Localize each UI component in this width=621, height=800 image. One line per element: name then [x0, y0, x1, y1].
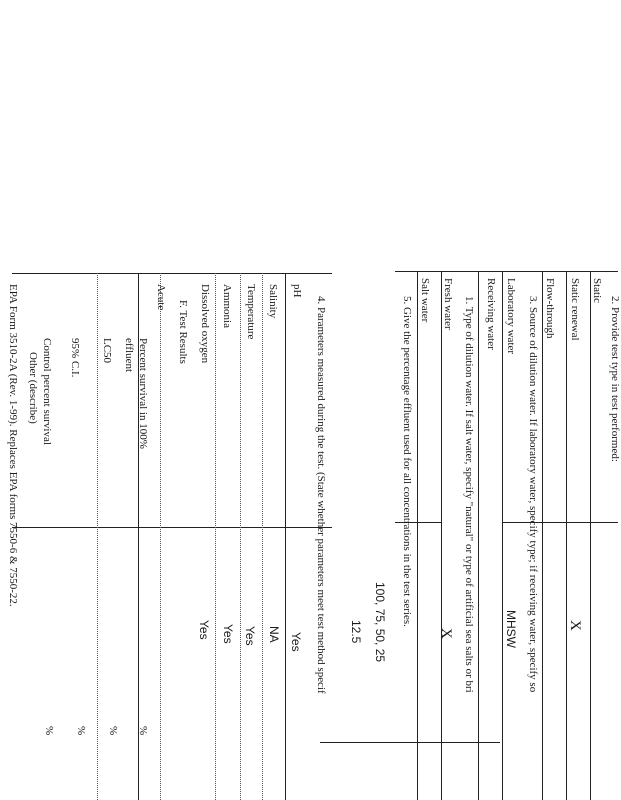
- rule-line: [12, 527, 332, 528]
- test-results-header: F. Test Results: [177, 300, 189, 364]
- form-footer: EPA Form 3510-2A (Rev. 1-99). Replaces EPA forms 7550-6 & 7550-22.: [7, 284, 19, 607]
- dissolved-oxygen-label: Dissolved oxygen: [199, 284, 211, 364]
- static-label: Static: [591, 278, 603, 304]
- ci-unit: %: [75, 726, 87, 736]
- dotted-divider: [97, 273, 98, 800]
- rule-line: [320, 742, 500, 743]
- temperature-value: Yes: [243, 626, 257, 646]
- salt-water-label: Salt water: [419, 278, 431, 323]
- ammonia-value: Yes: [221, 624, 235, 644]
- percent-survival-unit: %: [137, 726, 149, 736]
- ci-label: 95% C.I.: [69, 338, 81, 378]
- acute-label: Acute: [155, 284, 167, 311]
- percent-survival-label: Percent survival in 100%: [137, 338, 149, 449]
- concentrations-value: 100, 75, 50, 25: [373, 582, 387, 663]
- salinity-value: NA: [267, 626, 281, 643]
- rule-line: [12, 273, 332, 274]
- row-divider: [417, 271, 418, 800]
- dissolved-oxygen-value: Yes: [197, 620, 211, 640]
- item-2-header: 2. Provide test type in test performed:: [609, 296, 621, 462]
- row-divider: [478, 271, 479, 800]
- control-survival-unit: %: [43, 726, 55, 736]
- control-survival-label: Control percent survival: [41, 338, 53, 445]
- row-divider: [441, 271, 442, 800]
- item-3-header: 3. Source of dilution water. If laboratory water, specify type; if receiving water, specify so: [527, 296, 539, 693]
- fresh-water-label: Fresh water: [442, 278, 454, 330]
- effluent-label: effluent: [123, 338, 135, 373]
- lc50-unit: %: [107, 726, 119, 736]
- dotted-divider: [215, 273, 216, 800]
- flow-through-label: Flow-through: [544, 278, 556, 339]
- ammonia-label: Ammonia: [221, 284, 233, 328]
- row-divider: [566, 271, 567, 800]
- row-divider: [285, 273, 286, 800]
- fresh-water-checkmark: X: [438, 628, 454, 639]
- static-renewal-checkmark: X: [567, 620, 583, 631]
- item-5-header: 5. Give the percentage effluent used for all concentrations in the test series.: [401, 296, 413, 627]
- laboratory-water-label: Laboratory water: [505, 278, 517, 355]
- dotted-divider: [262, 273, 263, 800]
- rule-line: [502, 522, 618, 523]
- salinity-label: Salinity: [267, 284, 279, 319]
- static-renewal-label: Static renewal: [569, 278, 581, 341]
- row-divider: [542, 271, 543, 800]
- temperature-label: Temperature: [245, 284, 257, 340]
- item-4-header: 4. Parameters measured during the test. (State whether parameters meet test method specif: [315, 296, 327, 694]
- row-divider: [502, 271, 503, 800]
- ph-label: pH: [291, 284, 303, 298]
- dotted-divider: [160, 273, 161, 800]
- rule-line: [395, 271, 618, 272]
- item-1-header: 1. Type of dilution water. If salt water, specify "natural" or type of artificial sea salts or bri: [463, 296, 475, 693]
- ph-value: Yes: [289, 632, 303, 652]
- row-divider: [590, 271, 591, 800]
- laboratory-water-value: MHSW: [504, 610, 518, 648]
- concentration-low-value: 12.5: [349, 620, 363, 644]
- receiving-water-label: Receiving water: [485, 278, 497, 350]
- dotted-divider: [240, 273, 241, 800]
- other-describe-label: Other (describe): [27, 352, 39, 424]
- lc50-label: LC50: [101, 338, 113, 364]
